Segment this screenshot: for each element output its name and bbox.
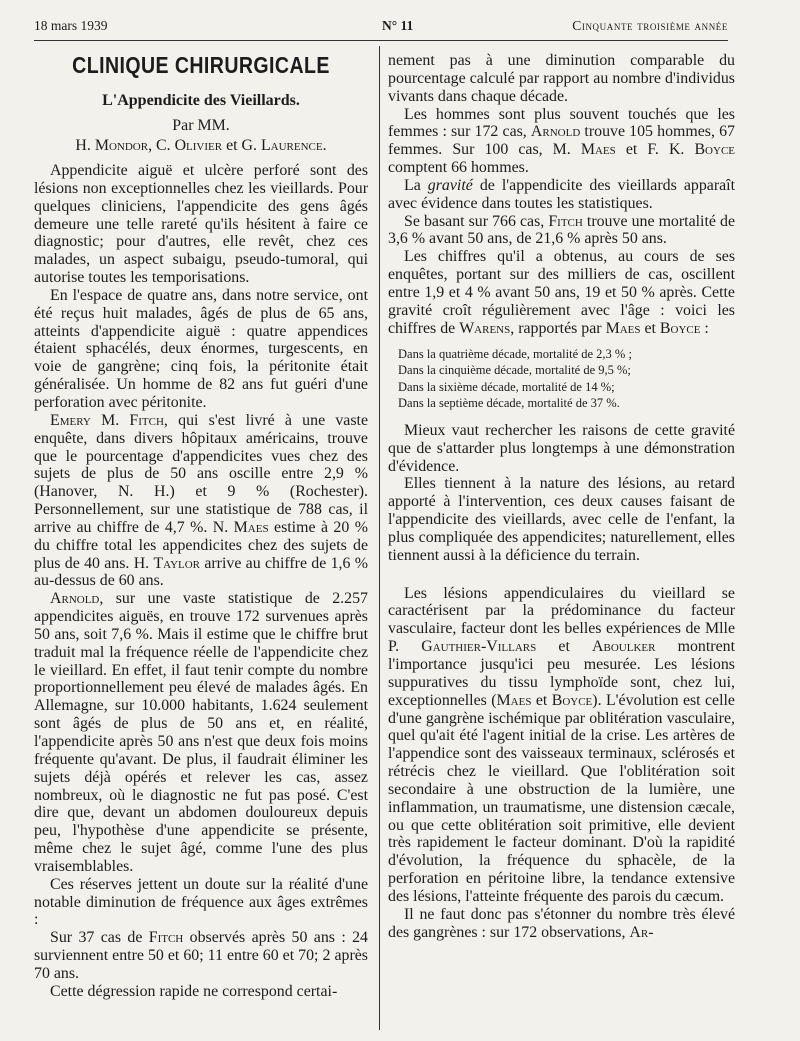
paragraph-basant xyxy=(388,213,735,249)
quote-line: Dans la sixième décade, mortalité de 14 %; xyxy=(398,379,615,394)
quote-line: Dans la septième décade, mortalité de 37 %. xyxy=(398,396,620,411)
paragraph-intro: Appendicite aiguë et ulcère perforé sont des lésions non exceptionnelles chez les vieillards. Pour quelques cliniciens, l'appendicite des gens âgés demeure une telle rareté qu'ils hésitent à faire ce diagnostic; pour d'autres, elle revêt, chez ces malades, un aspect subaigu, pseudo-tumoral, qui autorise toutes les temporisations. xyxy=(34,162,368,287)
column-divider xyxy=(379,46,380,1030)
paragraph-arnold xyxy=(34,590,368,876)
author-mondor: H. Mondor xyxy=(75,137,149,154)
text-hommes-post: comptent 66 hommes. xyxy=(388,159,529,177)
left-column xyxy=(34,52,368,1001)
mortality-quote xyxy=(398,346,735,412)
author-laurence: G. Laurence. xyxy=(241,137,327,154)
name-boyce-3: Boyce xyxy=(551,691,593,709)
header-rule xyxy=(34,40,728,41)
name-boyce-2: Boyce xyxy=(659,319,701,337)
article-title: L'Appendicite des Vieillards. xyxy=(102,92,300,109)
text-basant-pre: Se basant sur 766 cas, xyxy=(404,212,549,230)
name-maes-3: Maes xyxy=(605,319,641,337)
name-arnold-2: Arnold xyxy=(530,123,581,141)
paragraph-hommes xyxy=(388,106,735,177)
paragraph-mieux: Mieux vaut rechercher les raisons de cette gravité que de s'attarder plus longtemps à une démonstration d'évidence. xyxy=(388,421,735,475)
text-chiffres-post: : xyxy=(700,319,709,337)
text-fitch: qui s'est livré à une vaste enquête, dans divers hôpitaux américains, trouve que le pourcentage d'appendicites vues chez des sujets de plus de 50 ans oscille entre 2,9 % (Hanover, N. H.) et 9 % (Rochester). Personnellement, sur une statistique de 788 cas, il arrive au chiffre de 4,7 %. N. xyxy=(34,411,369,536)
name-fitch: Emery M. Fitch, xyxy=(50,411,168,429)
page-header xyxy=(34,18,728,40)
paragraph-chiffres xyxy=(388,248,735,337)
text-hommes-mid: trouve 105 hommes, 67 femmes. Sur 100 cas, M. xyxy=(388,123,735,159)
text-lesions-pre: Les lésions appendiculaires du vieillard se caractérisent par la prédominance du facteur vasculaire, facteur dont les belles expériences de Mlle P. xyxy=(388,584,735,656)
paragraph-final xyxy=(388,906,735,942)
name-maes-2: Maes xyxy=(580,141,616,159)
paragraph-reserves: Ces réserves jettent un doute sur la réalité d'une notable diminution de fréquence aux âges extrêmes : xyxy=(34,875,368,929)
byline: Par MM. xyxy=(172,117,230,134)
name-arnold-3: Ar- xyxy=(629,923,654,941)
name-boyce: Boyce xyxy=(694,141,735,159)
header-issue-number: N° 11 xyxy=(382,18,414,33)
text-hommes-mid2: et F. K. xyxy=(615,141,695,159)
text-sur37-post: observés après 50 ans : 24 surviennent entre 50 et 60; 11 entre 60 et 70; 2 après 70 ans. xyxy=(34,929,368,982)
text-gravite-post: de l'appendicite des vieillards apparaît avec évidence dans toutes les statistiques. xyxy=(388,176,735,212)
paragraph-gravite xyxy=(388,177,735,213)
paragraph-fitch xyxy=(34,412,368,590)
text-taylor: arrive au chiffre de 1,6 % au-dessus de 60 ans. xyxy=(34,554,368,590)
author-olivier: C. Olivier xyxy=(156,137,223,154)
paragraph-lesions xyxy=(388,585,735,906)
paragraph-elles: Elles tiennent à la nature des lésions, au retard apporté à l'intervention, ces deux causes faisant de l'appendicite des vieillards, avec celle de l'enfant, la plus compliquée des appendicites; naturellement, elles tiennent aussi à la déficience du terrain. xyxy=(388,475,735,564)
section-title: CLINIQUE CHIRURGICALE xyxy=(72,52,330,78)
text-sur37-pre: Sur 37 cas de xyxy=(50,929,149,947)
text-lesions-et: et xyxy=(531,691,552,709)
name-aboulker: Aboulker xyxy=(592,638,656,656)
name-taylor: Taylor xyxy=(153,554,201,572)
name-fitch-2: Fitch xyxy=(148,929,184,947)
name-warens: Warens xyxy=(459,319,511,337)
section-gap xyxy=(388,565,735,585)
author-conjunction: et xyxy=(226,137,238,154)
authors: H. Mondor, C. Olivier et G. Laurence. xyxy=(75,137,327,154)
paragraph-service: En l'espace de quatre ans, dans notre service, ont été reçus huit malades, âgés de plus de 65 ans, atteints d'appendicite aiguë : quatre appendices étaient sphacélés, deux énormes, turgescents, en voie de gangrène; cinq fois, la péritonite était généralisée. Un homme de 82 ans fut guéri d'une perforation avec péritonite. xyxy=(34,286,368,411)
quote-line: Dans la quatrième décade, mortalité de 2,3 % ; xyxy=(398,346,632,361)
header-date: 18 mars 1939 xyxy=(34,18,108,33)
text-lesions-post: ). L'évolution est celle d'une gangrène ischémique par oblitération vasculaire, quel qu'ait été l'agent initial de la crise. Les artères de l'appendice sont des vaisseaux terminaux, sclérosés et rétrécis chez le vieillard. Que l'oblitération soit secondaire à une obstruction de la lumière, une inflammation, un traumatisme, une distension cæcale, ou que cette oblitération soit primitive, elle devient très rapidement le facteur dominant. D'où la rapidité d'évolution, la fréquence du sphacèle, de la perforation en péritoine libre, la tendance extensive des lésions, l'atteinte fréquente des parois du cæcum. xyxy=(388,691,735,905)
text-lesions-and: et xyxy=(536,638,593,656)
word-gravite: gravité xyxy=(427,176,473,194)
text-basant-post: trouve une mortalité de 3,6 % avant 50 ans, de 21,6 % après 50 ans. xyxy=(388,212,735,248)
text-hommes-pre: Les hommes sont plus souvent touchés que les femmes : sur 172 cas, xyxy=(388,105,735,141)
text-lesions-mid: montrent l'importance jusqu'ici peu mesurée. Les lésions suppuratives du tissu lymphoïde sont, chez lui, exceptionnelles ( xyxy=(388,638,735,709)
paragraph-continuation: nement pas à une diminution comparable du pourcentage calculé par rapport au nombre d'individus vivants dans chaque décade. xyxy=(388,52,735,105)
name-maes: Maes xyxy=(233,518,269,536)
text-final-pre: Il ne faut donc pas s'étonner du nombre très élevé des gangrènes : sur 172 observations, xyxy=(388,905,735,941)
name-arnold: Arnold, xyxy=(50,590,104,608)
name-maes-4: Maes xyxy=(496,691,532,709)
text-chiffres-pre: Les chiffres qu'il a obtenus, au cours de ses enquêtes, portant sur des milliers de cas, oscillent entre 1,9 et 4 % avant 50 ans, 19 et 50 % après. Cette gravité croît régulièrement avec l'âge : voici les chiffres de xyxy=(388,248,735,337)
text-gravite-pre: La xyxy=(404,176,428,194)
text-chiffres-mid: , rapportés par xyxy=(510,319,606,337)
quote-line: Dans la cinquième décade, mortalité de 9,5 %; xyxy=(398,363,631,378)
paragraph-degression: Cette dégression rapide ne correspond certai- xyxy=(50,982,338,1000)
name-fitch-3: Fitch xyxy=(548,212,583,230)
name-gauthier-villars: Gauthier-Villars xyxy=(421,638,537,656)
right-column xyxy=(388,52,735,942)
header-year-label: Cinquante troisième année xyxy=(572,18,728,33)
paragraph-sur37 xyxy=(34,929,368,983)
text-maes: estime à 20 % du chiffre total les appendicites chez des sujets de plus de 40 ans. H. xyxy=(34,518,368,572)
text-chiffres-and: et xyxy=(640,319,660,337)
text-arnold: sur une vaste statistique de 2.257 appendicites aiguës, en trouve 172 survenues après 50 ans, soit 7,6 %. Mais il estime que le chiffre brut traduit mal la fréquence réelle de l'appendicite chez le vieillard. En effet, il faut tenir compte du nombre proportionnellement peu élevé de malades âgés. En Allemagne, sur 10.000 habitants, 1.624 seulement sont âgés de plus de 50 ans et, en réalité, l'appendicite après 50 ans n'est que deux fois moins fréquente qu'avant. De plus, il faudrait éliminer les sujets déjà opérés et relever les cas, assez nombreux, où le diagnostic ne fut pas posé. C'est dire que, devant un abdomen douloureux depuis peu, l'hypothèse d'une appendicite se présente, même chez le sujet âgé, comme l'une des plus vraisemblables. xyxy=(34,590,368,875)
